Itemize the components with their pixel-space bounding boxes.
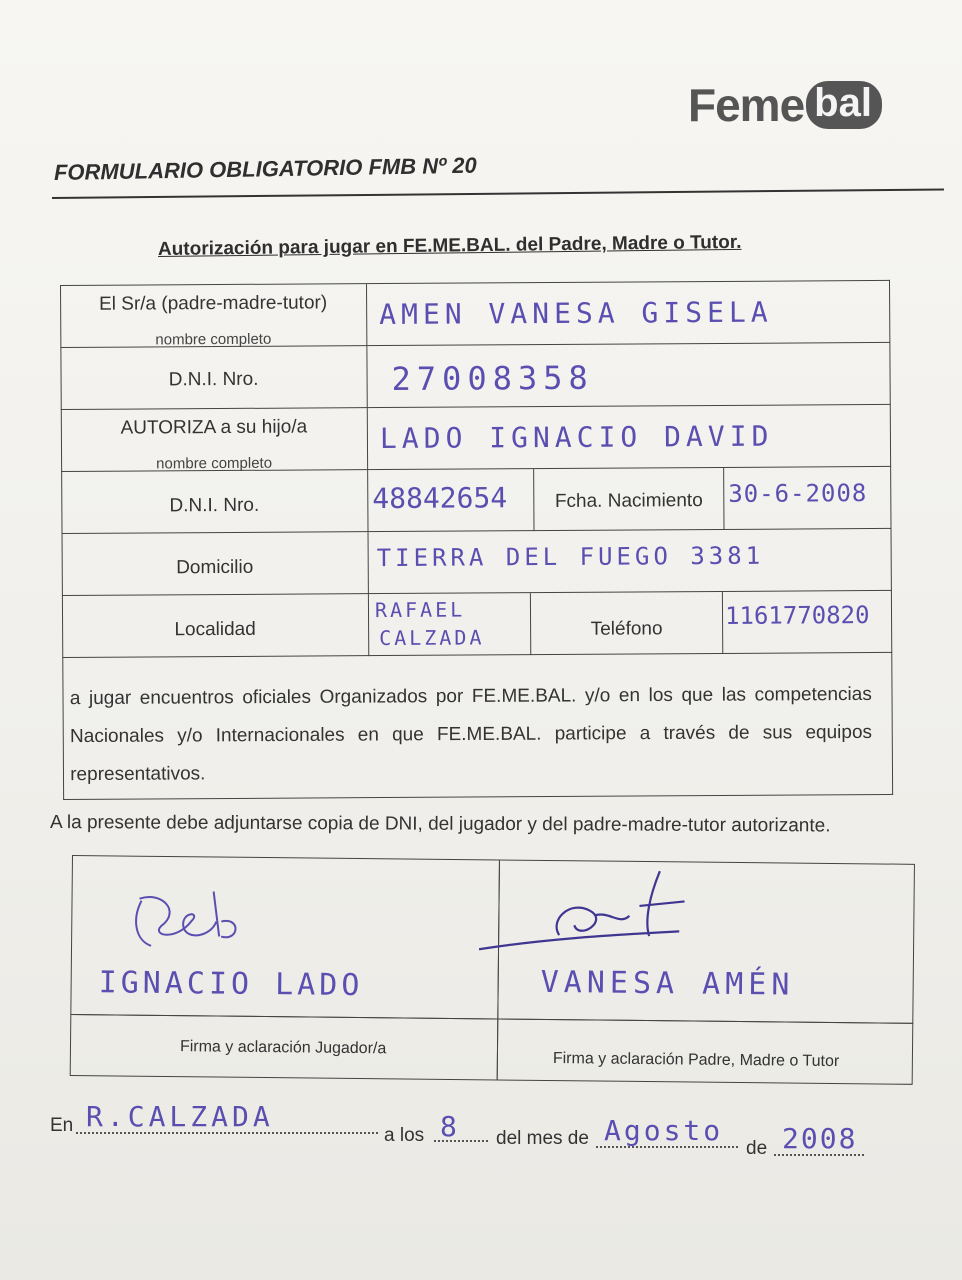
locality-label: Localidad bbox=[174, 618, 256, 641]
child-dni-field[interactable] bbox=[367, 469, 533, 532]
form-subtitle: Autorización para jugar en FE.ME.BAL. del Padre, Madre o Tutor. bbox=[157, 231, 742, 260]
player-signature-scribble bbox=[121, 881, 252, 957]
locality-field[interactable] bbox=[368, 593, 530, 656]
logo-text-bal: bal bbox=[806, 81, 882, 129]
child-name-value: LADO IGNACIO DAVID bbox=[379, 419, 774, 456]
player-caption: Firma y aclaración Jugador/a bbox=[179, 1038, 387, 1058]
address-field[interactable] bbox=[368, 529, 892, 594]
footer-a-los-label: a los bbox=[384, 1125, 425, 1146]
phone-field[interactable] bbox=[722, 591, 892, 654]
guardian-sublabel: nombre completo bbox=[155, 330, 272, 349]
guardian-dni-label: D.N.I. Nro. bbox=[168, 368, 259, 391]
birth-date-field[interactable] bbox=[723, 467, 891, 530]
logo-text-feme: Feme bbox=[688, 79, 805, 131]
title-divider bbox=[52, 188, 944, 199]
guardian-dni-value: 27008358 bbox=[391, 358, 594, 398]
child-dni-value: 48842654 bbox=[372, 481, 508, 516]
guardian-name-field[interactable] bbox=[366, 281, 890, 346]
phone-label-cell bbox=[530, 592, 722, 655]
guardian-caption: Firma y aclaración Padre, Madre o Tutor bbox=[552, 1050, 840, 1071]
child-dni-label: D.N.I. Nro. bbox=[169, 494, 260, 517]
femebal-logo bbox=[688, 80, 882, 130]
form-title: FORMULARIO OBLIGATORIO FMB Nº 20 bbox=[53, 152, 477, 185]
footer-mes-label: del mes de bbox=[496, 1128, 589, 1149]
child-label: AUTORIZA a su hijo/a bbox=[120, 416, 308, 439]
child-name-field[interactable] bbox=[367, 405, 891, 470]
phone-label: Teléfono bbox=[590, 618, 663, 640]
attachment-note: A la presente debe adjuntarse copia de DNI, del jugador y del padre-madre-tutor autorizante. bbox=[49, 812, 831, 837]
child-sublabel: nombre completo bbox=[156, 454, 273, 473]
birth-label: Fcha. Nacimiento bbox=[554, 490, 703, 512]
address-label: Domicilio bbox=[176, 556, 254, 579]
guardian-signature-scribble bbox=[479, 864, 710, 956]
address-value: TIERRA DEL FUEGO 3381 bbox=[376, 541, 765, 573]
place-value[interactable]: R.CALZADA bbox=[86, 1100, 274, 1133]
locality-value-line1: RAFAEL bbox=[374, 597, 466, 623]
signature-table bbox=[69, 855, 914, 1104]
guardian-clarification: VANESA AMÉN bbox=[540, 964, 795, 1003]
birth-label-cell bbox=[533, 468, 723, 531]
year-value[interactable]: 2008 bbox=[782, 1122, 858, 1155]
table-row bbox=[62, 528, 892, 596]
player-clarification: IGNACIO LADO bbox=[98, 965, 364, 1004]
guardian-label: El Sr/a (padre-madre-tutor) bbox=[99, 292, 328, 315]
phone-value: 1161770820 bbox=[724, 601, 870, 630]
footer-de-label: de bbox=[746, 1138, 768, 1159]
authorization-table bbox=[60, 280, 892, 651]
day-value[interactable]: 8 bbox=[440, 1110, 462, 1143]
table-row bbox=[62, 590, 892, 658]
month-value[interactable]: Agosto bbox=[604, 1114, 724, 1147]
guardian-name-value: AMEN VANESA GISELA bbox=[379, 295, 773, 332]
authorization-paragraph: a jugar encuentros oficiales Organizados por FE.ME.BAL. y/o en los que las competencias Nacionales y/o Internacionales en que FE.ME.BAL. participe a través de sus equipos representativos. bbox=[69, 683, 873, 786]
table-row bbox=[61, 404, 891, 472]
table-row bbox=[60, 342, 890, 410]
footer-en-label: En bbox=[50, 1115, 74, 1136]
locality-value-line2: CALZADA bbox=[379, 625, 485, 651]
table-row bbox=[60, 280, 890, 348]
birth-date-value: 30-6-2008 bbox=[728, 479, 868, 508]
table-row bbox=[61, 466, 891, 534]
guardian-dni-field[interactable] bbox=[366, 343, 890, 408]
